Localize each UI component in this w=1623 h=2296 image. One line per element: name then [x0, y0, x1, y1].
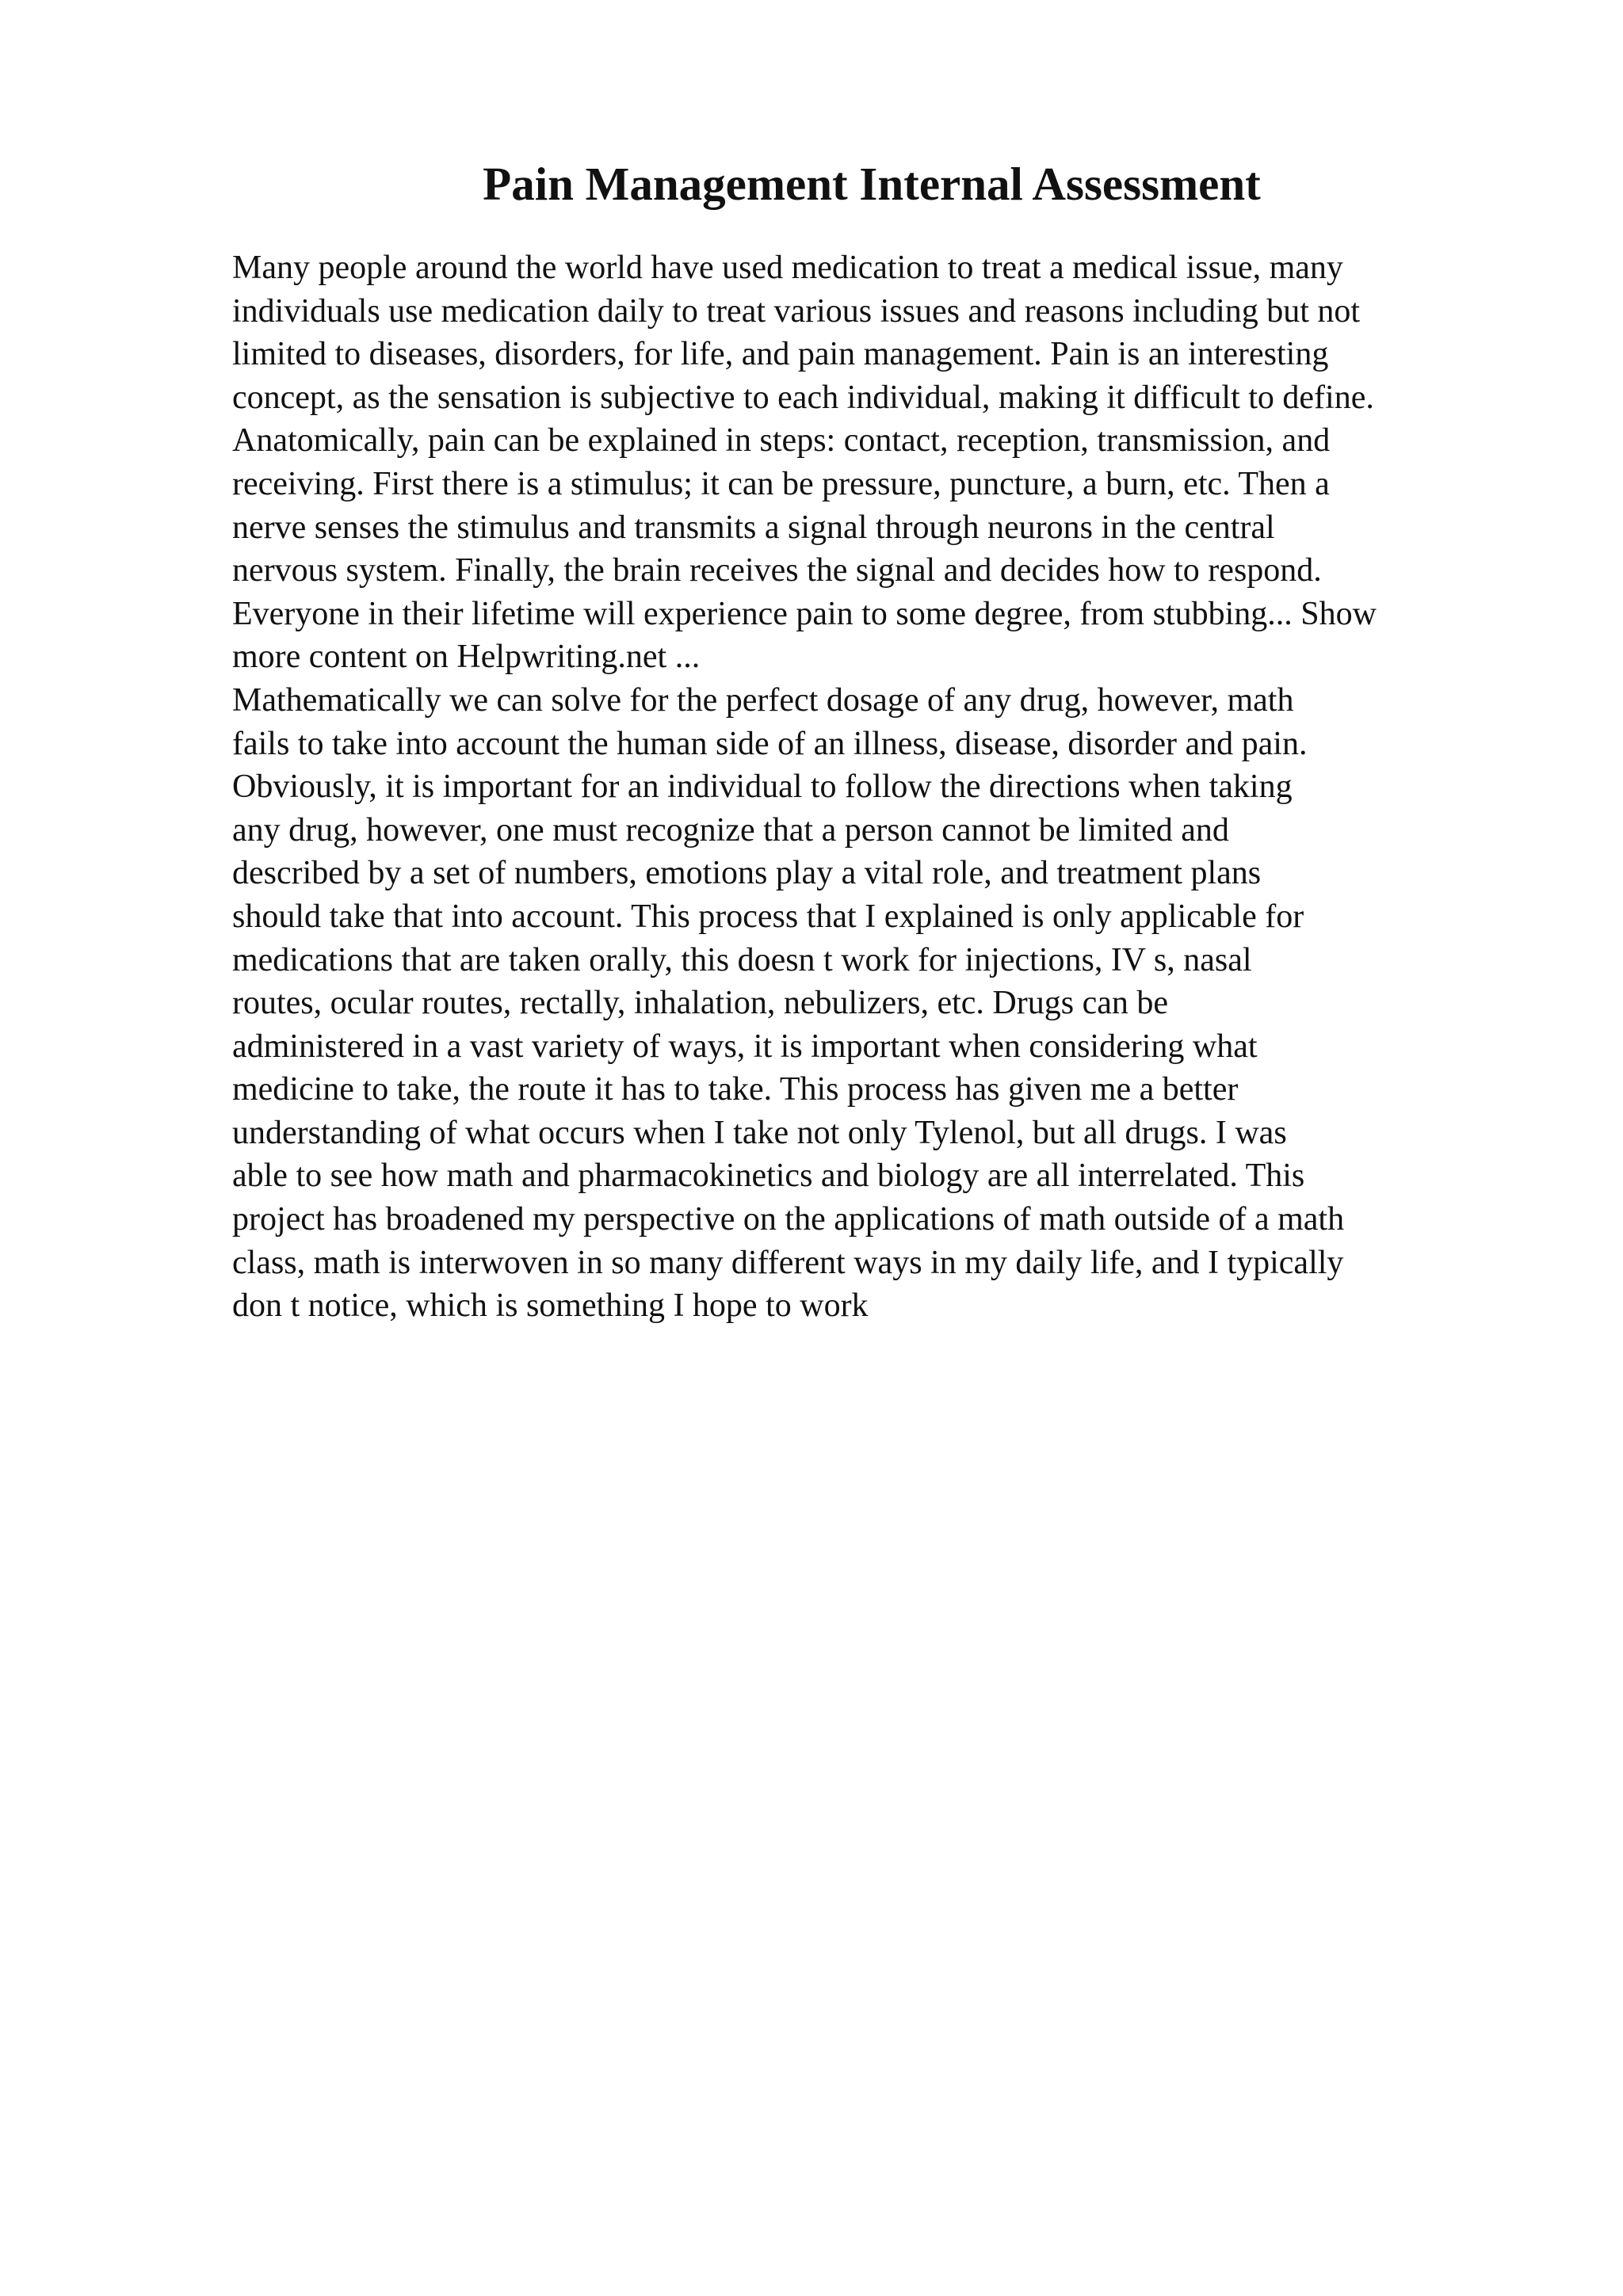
body-line: more content on Helpwriting.net ...: [232, 639, 701, 676]
body-line: fails to take into account the human side of an illness, disease, disorder and pain.: [232, 725, 1308, 762]
body-line: Obviously, it is important for an individual to follow the directions when taking: [232, 769, 1293, 806]
document-title: Pain Management Internal Assessment: [483, 158, 1261, 210]
body-line: able to see how math and pharmacokinetics and biology are all interrelated. This: [232, 1158, 1305, 1195]
body-line: concept, as the sensation is subjective to each individual, making it difficult to define.: [232, 379, 1374, 416]
body-line: Mathematically we can solve for the perfect dosage of any drug, however, math: [232, 681, 1294, 719]
body-line: any drug, however, one must recognize that a person cannot be limited and: [232, 811, 1229, 849]
body-line: limited to diseases, disorders, for life, and pain management. Pain is an interesting: [232, 336, 1329, 373]
body-line: nervous system. Finally, the brain receives the signal and decides how to respond.: [232, 552, 1322, 589]
body-line: routes, ocular routes, rectally, inhalation, nebulizers, etc. Drugs can be: [232, 985, 1169, 1022]
body-line: understanding of what occurs when I take not only Tylenol, but all drugs. I was: [232, 1114, 1287, 1151]
body-line: Everyone in their lifetime will experience pain to some degree, from stubbing... Show: [232, 595, 1377, 632]
body-line: nerve senses the stimulus and transmits a signal through neurons in the central: [232, 509, 1275, 546]
body-line: don t notice, which is something I hope to work: [232, 1287, 869, 1325]
body-line: class, math is interwoven in so many different ways in my daily life, and I typically: [232, 1244, 1344, 1281]
body-line: medicine to take, the route it has to take. This process has given me a better: [232, 1071, 1239, 1108]
body-line: receiving. First there is a stimulus; it can be pressure, puncture, a burn, etc. Then a: [232, 465, 1330, 502]
body-line: Many people around the world have used medication to treat a medical issue, many: [232, 250, 1343, 286]
body-line: should take that into account. This process that I explained is only applicable for: [232, 898, 1304, 935]
body-line: Anatomically, pain can be explained in steps: contact, reception, transmission, and: [232, 422, 1331, 460]
document-body: [232, 246, 1377, 1328]
body-line: individuals use medication daily to treat various issues and reasons including but not: [232, 292, 1361, 330]
body-line: medications that are taken orally, this doesn t work for injections, IV s, nasal: [232, 941, 1252, 978]
body-line: project has broadened my perspective on the applications of math outside of a math: [232, 1201, 1345, 1238]
body-line: described by a set of numbers, emotions play a vital role, and treatment plans: [232, 855, 1262, 892]
body-line: administered in a vast variety of ways, it is important when considering what: [232, 1028, 1258, 1065]
